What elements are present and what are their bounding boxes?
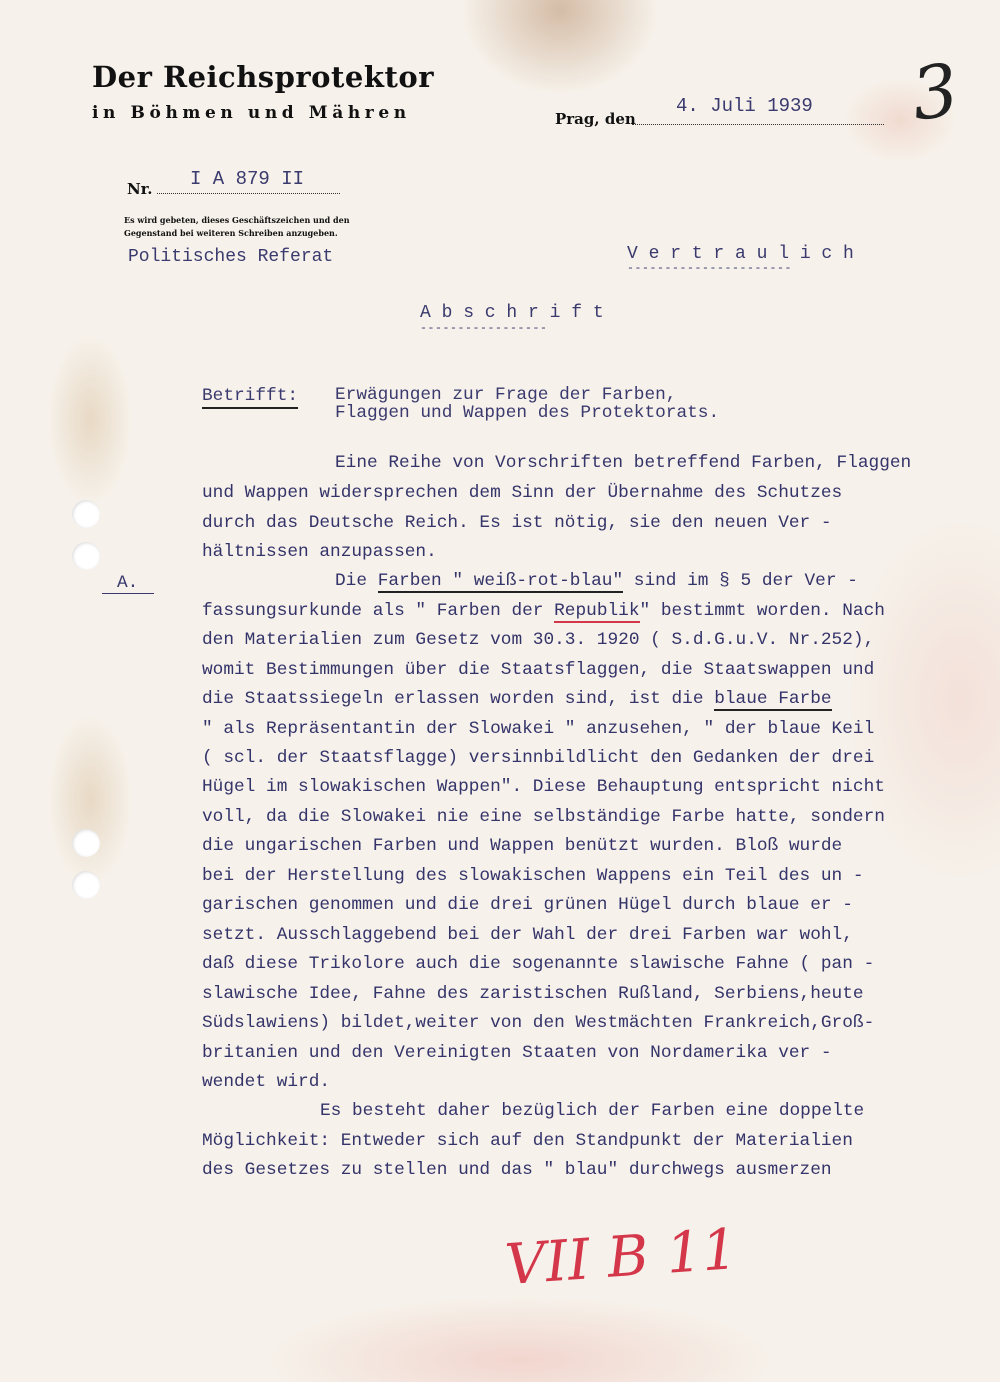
file-number: I A 879 II: [190, 168, 305, 190]
instruction-line-2: Gegenstand bei weiteren Schreiben anzugeben.: [124, 228, 338, 238]
classification-underline: ----------------------: [627, 262, 793, 275]
letterhead-authority: Der Reichsprotektor: [92, 60, 434, 94]
republik-underlined: Republik: [554, 601, 640, 621]
body-line-06-start: fassungsurkunde als " Farben der: [202, 601, 555, 621]
body-line-13: voll, da die Slowakei nie eine selbständige Farbe hatte, sondern: [202, 807, 885, 827]
subject-line-1: Erwägungen zur Frage der Farben,: [335, 385, 677, 405]
body-line-20: Südslawiens) bildet,weiter von den Westmächten Frankreich,Groß-: [202, 1013, 875, 1033]
number-label: Nr.: [127, 180, 153, 198]
punch-hole-upper: [72, 542, 100, 570]
body-line-05: [335, 571, 1000, 591]
body-line-09: [202, 689, 962, 709]
handwritten-note: VII B 11: [503, 1216, 740, 1299]
document-date: 4. Juli 1939: [676, 95, 813, 117]
section-marker: A.: [117, 573, 139, 593]
punch-hole-bottom: [72, 871, 100, 899]
body-line-25: des Gesetzes zu stellen und das " blau" durchwegs ausmerzen: [202, 1160, 832, 1180]
body-line-11: ( scl. der Staatsflagge) versinnbildlicht den Gedanken der drei: [202, 748, 875, 768]
body-line-16: garischen genommen und die drei grünen Hügel durch blaue er -: [202, 895, 853, 915]
body-line-02: und Wappen widersprechen dem Sinn der Übernahme des Schutzes: [202, 483, 843, 503]
body-line-22: wendet wird.: [202, 1072, 331, 1092]
page-number: 3: [906, 47, 964, 137]
file-number-dotted-line: [157, 193, 340, 194]
body-line-21: britanien und den Vereinigten Staaten von Nordamerika ver -: [202, 1043, 832, 1063]
date-dotted-line: [632, 124, 884, 125]
body-line-06-end: " bestimmt worden. Nach: [639, 601, 885, 621]
body-line-14: die ungarischen Farben und Wappen benützt wurden. Bloß wurde: [202, 836, 843, 856]
place-label: Prag, den: [555, 110, 636, 128]
body-line-08: womit Bestimmungen über die Staatsflaggen, die Staatswappen und: [202, 660, 875, 680]
body-line-09-start: die Staatssiegeln erlassen worden sind, ist die: [202, 689, 715, 709]
body-line-06: [202, 601, 962, 621]
subject-line-2: Flaggen und Wappen des Protektorats.: [335, 403, 720, 423]
section-marker-underline: [102, 593, 154, 594]
body-line-17: setzt. Ausschlaggebend bei der Wahl der drei Farben war wohl,: [202, 925, 853, 945]
body-line-05-start: Die: [335, 571, 378, 591]
body-line-24: Möglichkeit: Entweder sich auf den Standpunkt der Materialien: [202, 1131, 853, 1151]
department: Politisches Referat: [128, 247, 334, 267]
body-line-23: Es besteht daher bezüglich der Farben eine doppelte: [320, 1101, 865, 1121]
body-line-15: bei der Herstellung des slowakischen Wappens ein Teil des un -: [202, 866, 864, 886]
document-type-underline: -----------------: [420, 322, 548, 335]
punch-hole-lower: [72, 829, 100, 857]
blue-color-underlined: blaue Farbe: [714, 689, 832, 709]
body-line-10: " als Repräsentantin der Slowakei " anzusehen, " der blaue Keil: [202, 719, 875, 739]
body-line-18: daß diese Trikolore auch die sogenannte slawische Fahne ( pan -: [202, 954, 875, 974]
body-line-12: Hügel im slowakischen Wappen". Diese Behauptung entspricht nicht: [202, 777, 885, 797]
body-line-19: slawische Idee, Fahne des zaristischen Rußland, Serbiens,heute: [202, 984, 864, 1004]
body-line-01: Eine Reihe von Vorschriften betreffend Farben, Flaggen: [335, 453, 912, 473]
letterhead-region: in Böhmen und Mähren: [92, 103, 411, 123]
colors-underlined: Farben " weiß-rot-blau": [377, 571, 624, 591]
subject-label: Betrifft:: [202, 385, 298, 409]
body-line-04: hältnissen anzupassen.: [202, 542, 437, 562]
document-type-label: A b s c h r i f t: [420, 303, 604, 323]
body-line-05-end: sind im § 5 der Ver -: [623, 571, 858, 591]
body-line-07: den Materialien zum Gesetz vom 30.3. 1920 ( S.d.G.u.V. Nr.252),: [202, 630, 875, 650]
body-line-03: durch das Deutsche Reich. Es ist nötig, sie den neuen Ver -: [202, 513, 832, 533]
classification-label: V e r t r a u l i c h: [627, 244, 854, 264]
punch-hole-top: [72, 500, 100, 528]
instruction-line-1: Es wird gebeten, dieses Geschäftszeichen und den: [124, 215, 350, 225]
